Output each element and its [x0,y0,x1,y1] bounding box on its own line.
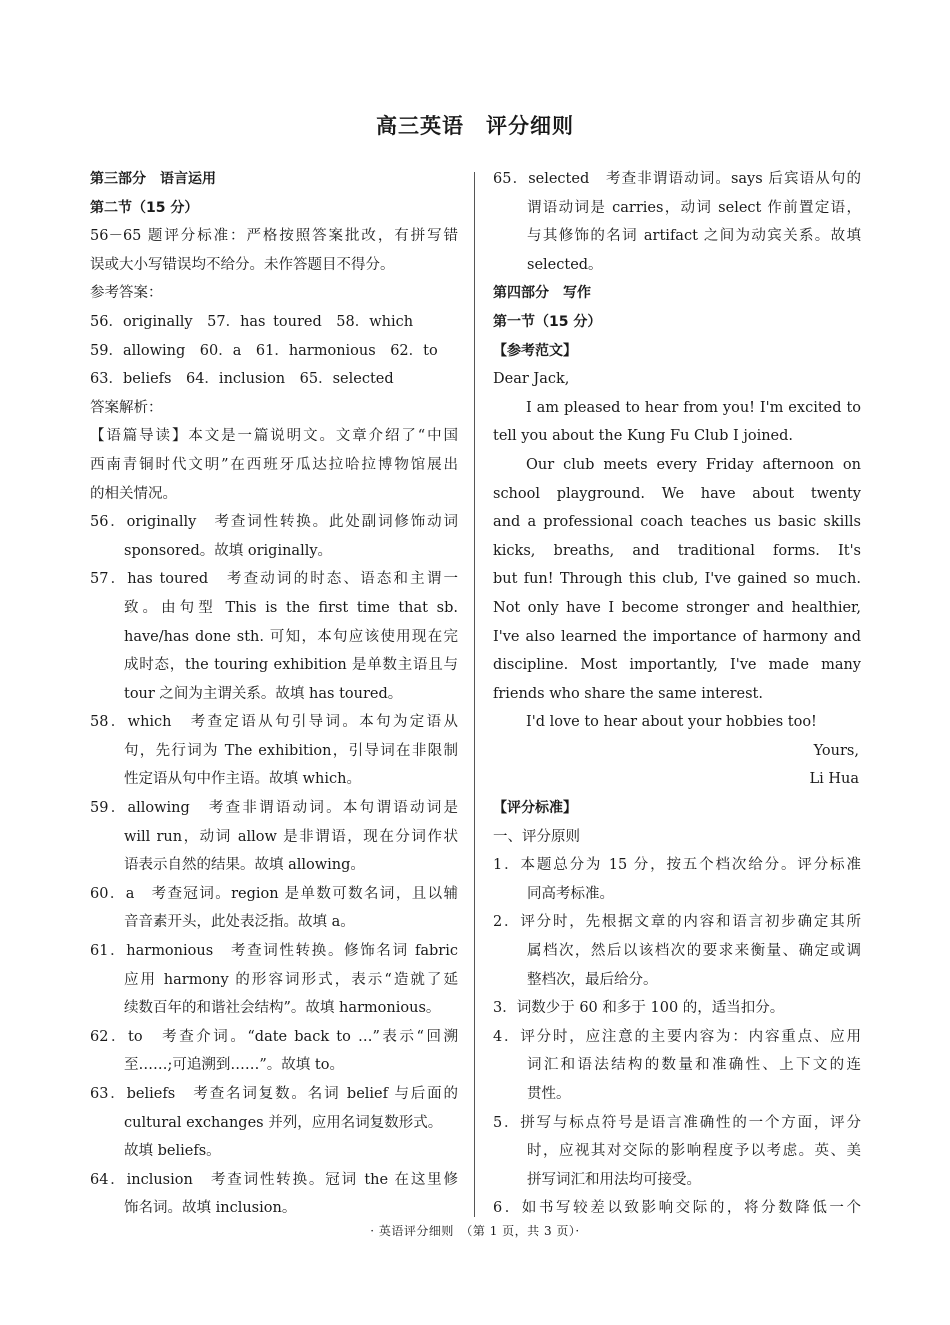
left-column-line: 第三部分 语言运用 [90,171,216,187]
right-column-line: Not only have I become stronger and healthier, [493,599,861,616]
left-column-line: 57．has toured 考查动词的时态、语态和主谓一 [90,571,458,588]
right-column-line: 【评分标准】 [493,800,577,817]
right-column-line: Yours, [813,742,859,759]
left-column-line: 至……;可追溯到……”。故填 to。 [124,1057,344,1074]
right-column-line: 5．拼写与标点符号是语言准确性的一个方面，评分 [493,1114,861,1131]
right-column-line: friends who share the same interest. [493,685,763,702]
right-column-line: I'd love to hear about your hobbies too! [526,714,817,731]
left-column-line: sponsored。故填 originally。 [124,542,333,559]
right-column-line: I am pleased to hear from you! I'm excited to [526,399,861,416]
left-column-line: 的相关情况。 [90,485,177,502]
left-column-line: 误或大小写错误均不给分。未作答题目不得分。 [90,256,395,273]
left-column-line: 成时态，the touring exhibition 是单数主语且与 [124,657,458,674]
right-column-line: 第四部分 写作 [493,285,591,302]
right-column-line: and a professional coach teaches us basic skills [493,514,861,531]
right-column-line: but fun! Through this club, I've gained so much. [493,571,861,588]
right-column-line: discipline. Most importantly, I've made many [493,657,861,674]
left-column-line: 续数百年的和谐社会结构”。故填 harmonious。 [124,1000,441,1017]
left-column-line: 61．harmonious 考查词性转换。修饰名词 fabric [90,943,458,960]
right-column-line: 第一节（15 分） [493,313,602,330]
right-column-line: 拼写词汇和用法均可接受。 [527,1171,701,1188]
left-column-line: 应用 harmony 的形容词形式，表示“造就了延 [124,971,458,988]
left-column-line: 64．inclusion 考查词性转换。冠词 the 在这里修 [90,1171,458,1188]
left-column-line: 参考答案： [90,285,163,302]
right-column-line: kicks, breaths, and traditional forms. It's [493,542,861,559]
right-column-line: 与其修饰的名词 artifact 之间为动宾关系。故填 [527,228,861,245]
right-column-line: 词汇和语法结构的数量和准确性、上下文的连 [527,1057,861,1074]
right-column-line: 2．评分时，先根据文章的内容和语言初步确定其所 [493,914,861,931]
right-column-line: Our club meets every Friday afternoon on [526,456,861,473]
left-column-line: 语表示自然的结果。故填 allowing。 [124,857,365,874]
left-column-line: 63．beliefs 64．inclusion 65．selected [90,371,394,388]
page-title: 高三英语 评分细则 [376,114,574,138]
right-column-line: 贯性。 [527,1086,571,1102]
right-column-line: Dear Jack, [493,371,570,388]
left-column-line: 故填 beliefs。 [124,1143,221,1160]
right-column-line: 65．selected 考查非谓语动词。says 后宾语从句的 [493,171,861,187]
left-column-line: 59．allowing 60．a 61．harmonious 62．to [90,342,438,359]
right-column-line: Li Hua [809,771,859,788]
left-column-line: 性定语从句中作主语。故填 which。 [124,771,361,788]
left-column-line: cultural exchanges 并列，应用名词复数形式。 [124,1114,443,1131]
right-column-line: 4．评分时，应注意的主要内容为：内容重点、应用 [493,1028,861,1045]
left-column-line: 62．to 考查介词。“date back to …”表示“回溯 [90,1028,458,1045]
left-column-line: 答案解析： [90,399,163,416]
column-divider [474,172,475,1217]
right-column-line: 时，应视其对交际的影响程度予以考虑。英、美 [527,1143,861,1160]
right-column-line: selected。 [527,256,603,273]
left-column-line: 西南青铜时代文明”在西班牙瓜达拉哈拉博物馆展出 [90,456,458,473]
left-column-line: 句，先行词为 The exhibition，引导词在非限制 [124,742,458,759]
right-column-line: school playground. We have about twenty [493,485,861,502]
right-column-line: 3．词数少于 60 和多于 100 的，适当扣分。 [493,1000,785,1017]
left-column-line: 饰名词。故填 inclusion。 [124,1200,297,1217]
left-column-line: 59．allowing 考查非谓语动词。本句谓语动词是 [90,800,458,817]
left-column-line: will run，动词 allow 是非谓语，现在分词作状 [124,828,458,845]
left-column-line: 音音素开头，此处表泛指。故填 a。 [124,914,355,931]
left-column-line: 致。由句型 This is the first time that sb. [124,599,458,616]
left-column-line: 56．originally 57．has toured 58．which [90,313,414,330]
right-column-line: tell you about the Kung Fu Club I joined. [493,428,794,445]
left-column [90,165,458,1223]
right-column-line: 属档次，然后以该档次的要求来衡量、确定或调 [527,943,861,960]
left-column-line: 63．beliefs 考查名词复数。名词 belief 与后面的 [90,1086,458,1102]
right-column-line: 6．如书写较差以致影响交际的，将分数降低一个 [493,1200,861,1217]
right-column-line: 一、评分原则 [493,828,580,845]
right-column-line: 同高考标准。 [527,885,614,902]
left-column-line: 【语篇导读】本文是一篇说明文。文章介绍了“中国 [90,428,458,445]
right-column [493,165,861,1223]
left-column-line: 60．a 考查冠词。region 是单数可数名词，且以辅 [90,885,458,902]
left-column-line: 56．originally 考查词性转换。此处副词修饰动词 [90,514,458,531]
right-column-line: 1．本题总分为 15 分，按五个档次给分。评分标准 [493,857,861,874]
left-column-line: 58．which 考查定语从句引导词。本句为定语从 [90,714,458,731]
page-footer: · 英语评分细则 （第 1 页，共 3 页）· [370,1224,580,1238]
right-column-line: I've also learned the importance of harmony and [493,628,861,645]
left-column-line: 56－65 题评分标准：严格按照答案批改，有拼写错 [90,228,458,245]
right-column-line: 整档次，最后给分。 [527,971,658,988]
right-column-line: 谓语动词是 carries，动词 select 作前置定语， [527,199,861,216]
right-column-line: 【参考范文】 [493,342,577,359]
left-column-line: have/has done sth. 可知，本句应该使用现在完 [124,628,458,645]
left-column-line: tour 之间为主谓关系。故填 has toured。 [124,685,403,702]
left-column-line: 第二节（15 分） [90,199,199,216]
